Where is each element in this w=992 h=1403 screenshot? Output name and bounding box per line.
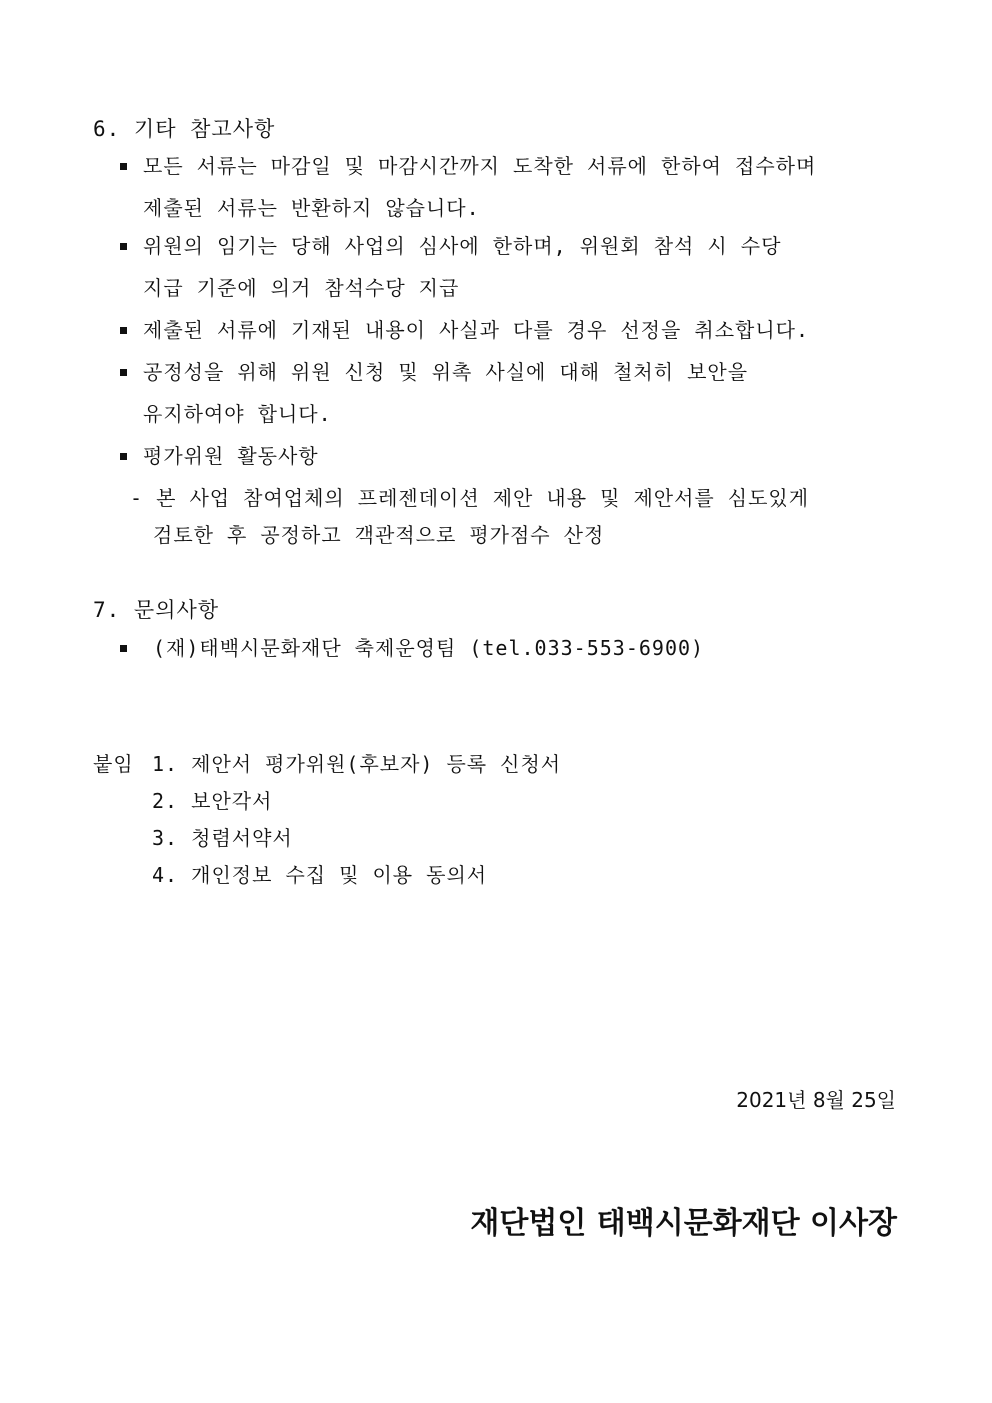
section-6-heading: 6. 기타 참고사항 — [93, 117, 276, 141]
bullet-icon — [120, 243, 127, 250]
document-date: 2021년 8월 25일 — [736, 1088, 896, 1112]
section-6-sub-item-line-1: - 본 사업 참여업체의 프레젠데이션 제안 내용 및 제안서를 심도있게 — [130, 486, 810, 510]
attachment-item-4: 4. 개인정보 수집 및 이용 동의서 — [152, 863, 488, 887]
section-6-item-1-line-2: 제출된 서류는 반환하지 않습니다. — [143, 196, 480, 220]
bullet-icon — [120, 327, 127, 334]
attachment-item-2: 2. 보안각서 — [152, 789, 273, 813]
section-7-item-1-line-1: (재)태백시문화재단 축제운영팀 (tel.033-553-6900) — [153, 636, 705, 660]
section-6-item-3-line-1: 제출된 서류에 기재된 내용이 사실과 다를 경우 선정을 취소합니다. — [143, 318, 810, 342]
bullet-icon — [120, 163, 127, 170]
bullet-icon — [120, 369, 127, 376]
bullet-icon — [120, 453, 127, 460]
section-6-item-2-line-1: 위원의 임기는 당해 사업의 심사에 한하며, 위원회 참석 시 수당 — [143, 234, 782, 258]
section-6-item-2-line-2: 지급 기준에 의거 참석수당 지급 — [143, 276, 460, 300]
section-6-item-4-line-1: 공정성을 위해 위원 신청 및 위촉 사실에 대해 철처히 보안을 — [143, 360, 749, 384]
issuer-signature: 재단법인 태백시문화재단 이사장 — [470, 1206, 897, 1241]
section-6-item-4-line-2: 유지하여야 합니다. — [143, 402, 332, 426]
section-7-heading: 7. 문의사항 — [93, 598, 220, 622]
bullet-icon — [120, 645, 127, 652]
attachments-label: 붙임 — [93, 752, 134, 776]
section-6-sub-item-line-2: 검토한 후 공정하고 객관적으로 평가점수 산정 — [153, 523, 605, 547]
section-6-item-1-line-1: 모든 서류는 마감일 및 마감시간까지 도착한 서류에 한하여 접수하며 — [143, 154, 817, 178]
attachment-item-3: 3. 청렴서약서 — [152, 826, 293, 850]
attachment-item-1: 1. 제안서 평가위원(후보자) 등록 신청서 — [152, 752, 562, 776]
section-6-item-5-line-1: 평가위원 활동사항 — [143, 444, 319, 468]
